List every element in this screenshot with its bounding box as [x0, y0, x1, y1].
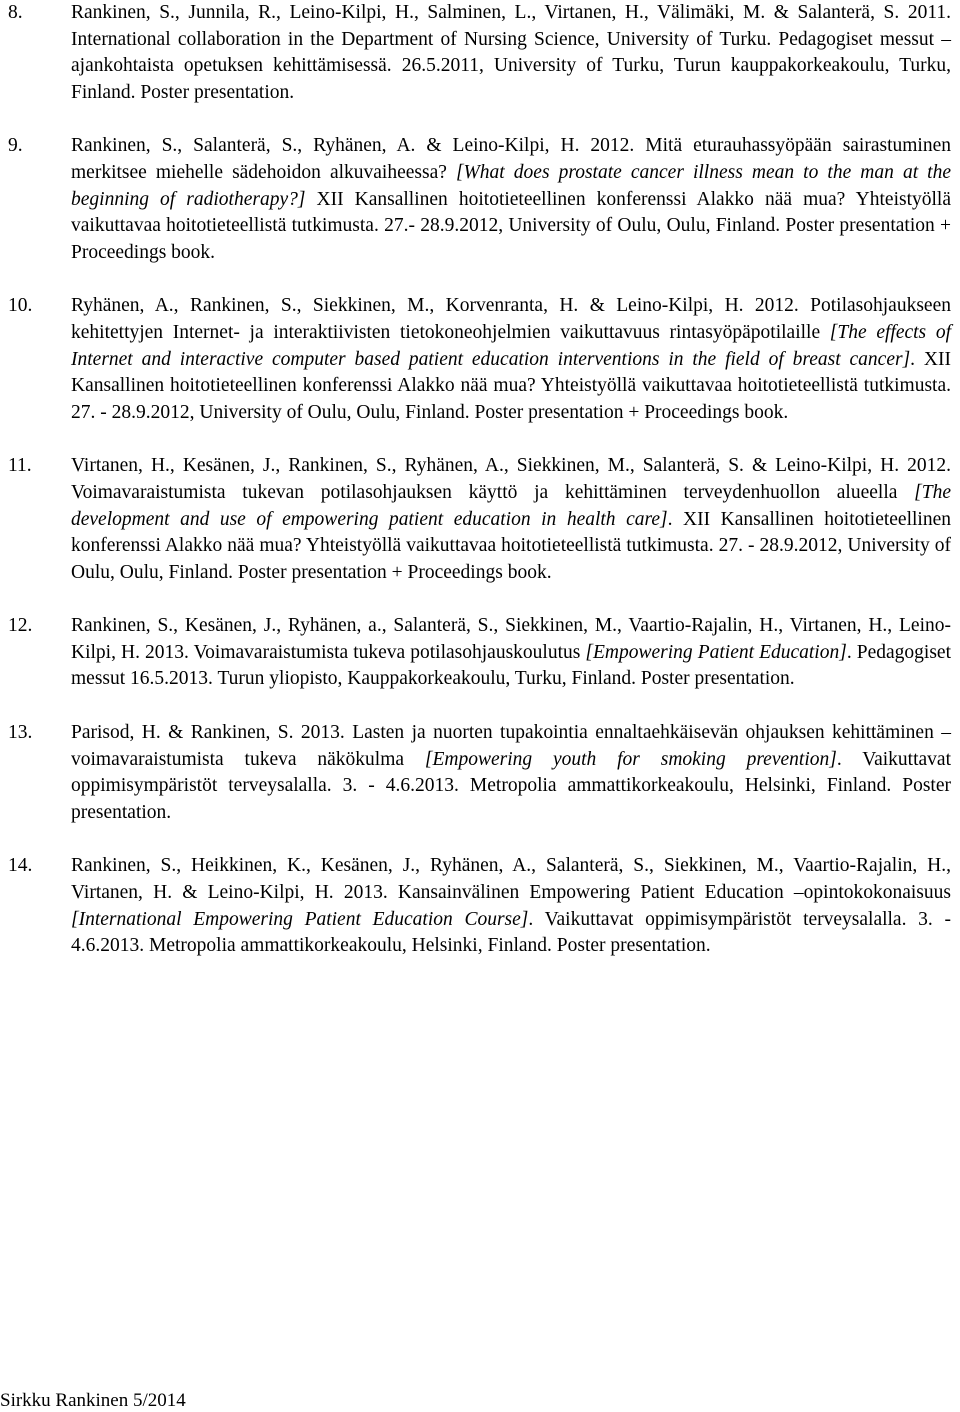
entry-text-continued: . XII Kansallinen hoitotieteellinen konferenssi Alakko nää mua? Yhteistyöllä vaikuttavaa hoitotieteellistä tutkimusta. 27. - 28.9.2012, University of Oulu, Oulu, Finland. Poster presentation + Proceedings book.	[71, 508, 951, 583]
entry-text: Ryhänen, A., Rankinen, S., Siekkinen, M., Korvenranta, H. & Leino-Kilpi, H. 2012. Potilasohjaukseen kehitettyjen Internet- ja interaktiivisten tietokoneohjelmien vaikuttavuus rintasyöpäpotilaille	[71, 295, 951, 343]
publication-entry	[0, 613, 951, 693]
entry-text-continued: . XII Kansallinen hoitotieteellinen konferenssi Alakko nää mua? Yhteistyöllä vaikuttavaa hoitotieteellistä tutkimusta. 27. - 28.9.2012, University of Oulu, Oulu, Finland. Poster presentation + Proceedings book.	[71, 348, 951, 423]
entry-text-continued: XII Kansallinen hoitotieteellinen konferenssi Alakko nää mua? Yhteistyöllä vaikuttavaa hoitotieteellistä tutkimusta. 27.- 28.9.2012, University of Oulu, Oulu, Finland. Poster presentation + Proceedings book.	[71, 188, 951, 263]
entry-number: 9.	[8, 135, 23, 157]
publication-entry	[0, 453, 951, 586]
entry-number: 14.	[8, 855, 33, 877]
entry-text: Rankinen, S., Heikkinen, K., Kesänen, J., Ryhänen, A., Salanterä, S., Siekkinen, M., Vaartio-Rajalin, H., Virtanen, H. & Leino-Kilpi, H. 2013. Kansainvälinen Empowering Patient Education –opintokokonaisuus	[71, 855, 951, 904]
publication-entry	[0, 133, 951, 266]
entry-title-translation: [The development and use of empowering patient education in health care]	[71, 481, 951, 530]
publication-entry	[0, 0, 951, 106]
entry-title-translation: [What does prostate cancer illness mean to the man at the beginning of radiotherapy?]	[71, 161, 951, 210]
entry-title-translation: [Empowering youth for smoking prevention]	[424, 748, 837, 770]
publication-entry	[0, 853, 951, 959]
page-footer: Sirkku Rankinen 5/2014	[0, 1390, 186, 1411]
entry-text-continued: . Vaikuttavat oppimisympäristöt terveysalalla. 3. - 4.6.2013. Metropolia ammattikorkeakoulu, Helsinki, Finland. Poster presentation.	[71, 908, 951, 957]
entry-title-translation: [The effects of Internet and interactive computer based patient education interventions in the field of breast cancer]	[71, 321, 951, 370]
entry-text: Rankinen, S., Salanterä, S., Ryhänen, A. & Leino-Kilpi, H. 2012. Mitä eturauhassyöpään sairastuminen merkitsee miehelle sädehoidon alkuvaiheessa?	[71, 135, 951, 183]
entry-number: 13.	[8, 722, 33, 744]
entry-text: Parisod, H. & Rankinen, S. 2013. Lasten ja nuorten tupakointia ennaltaehkäisevän ohjauksen kehittäminen – voimavaraistumista tukeva näkökulma	[71, 722, 951, 770]
publication-entry	[0, 720, 951, 826]
entry-text-continued: . Vaikuttavat oppimisympäristöt terveysalalla. 3. - 4.6.2013. Metropolia ammattikorkeakoulu, Helsinki, Finland. Poster presentation.	[71, 748, 951, 823]
entry-text: Virtanen, H., Kesänen, J., Rankinen, S., Ryhänen, A., Siekkinen, M., Salanterä, S. & Leino-Kilpi, H. 2012. Voimavaraistumista tukevan potilasohjauksen käyttö ja kehittäminen terveydenhuollon alueella	[71, 455, 951, 503]
entry-title-translation: [Empowering Patient Education]	[585, 641, 847, 663]
publication-entry	[0, 293, 951, 426]
entry-title-translation: [International Empowering Patient Education Course]	[71, 908, 529, 930]
entry-text-continued: . Pedagogiset messut 16.5.2013. Turun yliopisto, Kauppakorkeakoulu, Turku, Finland. Poster presentation.	[71, 641, 951, 690]
entry-number: 12.	[8, 615, 33, 637]
entry-number: 10.	[8, 295, 33, 317]
entry-number: 11.	[8, 455, 32, 477]
entry-number: 8.	[8, 2, 23, 23]
entry-text: Rankinen, S., Kesänen, J., Ryhänen, a., Salanterä, S., Siekkinen, M., Vaartio-Rajalin, H., Virtanen, H., Leino-Kilpi, H. 2013. Voimavaraistumista tukeva potilasohjauskoulutus	[71, 615, 951, 663]
entry-text: Rankinen, S., Junnila, R., Leino-Kilpi, H., Salminen, L., Virtanen, H., Välimäki, M. & Salanterä, S. 2011. International collaboration in the Department of Nursing Science, University of Turku. Pedagogiset messut – ajankohtaista opetuksen kehittämisessä. 26.5.2011, University of Turku, Turun kauppakorkeakoulu, Turku, Finland. Poster presentation.	[71, 2, 951, 103]
